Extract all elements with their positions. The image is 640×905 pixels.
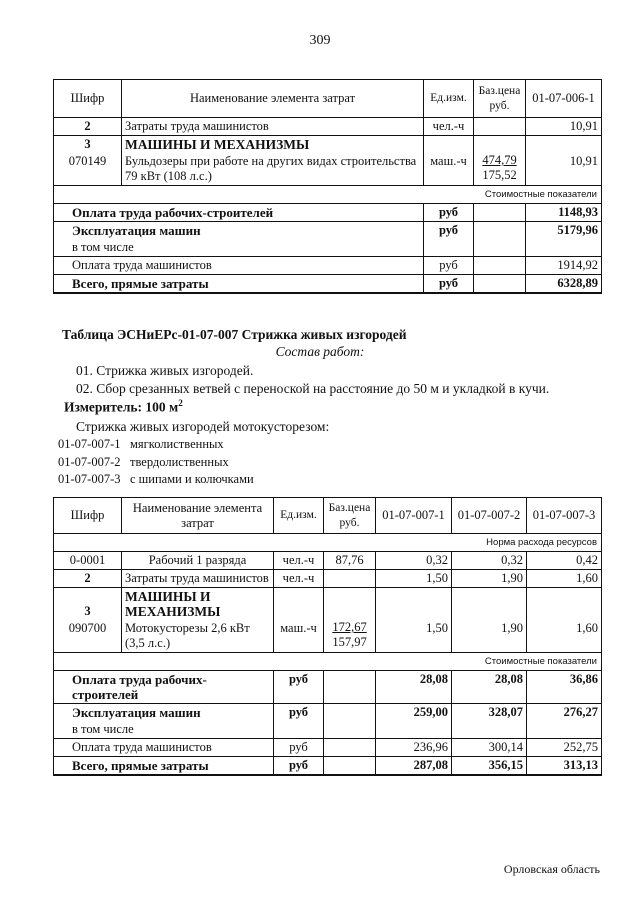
table-row [54,552,602,570]
row-price [474,153,526,186]
header-unit: Ед.изм. [274,498,324,534]
row-name: Затраты труда машинистов [122,118,424,136]
row-code: 3 [54,136,122,154]
norm-label: Норма расхода ресурсов [54,534,602,552]
table-row [54,620,602,653]
measure-sup: 2 [178,398,183,408]
price-top: 172,67 [332,620,367,634]
cost-row [54,757,602,776]
cost-row [54,239,602,257]
item-code: 01-07-007-1 [58,437,121,451]
cost-value: 5179,96 [526,222,602,240]
row-name: Бульдозеры при работе на других видах строительства 79 кВт (108 л.с.) [122,153,424,186]
cost-value: 259,00 [376,704,452,722]
table-row [54,118,602,136]
row-unit: маш.-ч [424,153,474,186]
cost-row [54,721,602,739]
row-name: МАШИНЫ И МЕХАНИЗМЫ [122,588,274,621]
table-row [54,570,602,588]
cost-name: Оплата труда рабочих-строителей [54,204,424,222]
header-price: Баз.цена руб. [324,498,376,534]
cost-value: 1148,93 [526,204,602,222]
row-price [474,118,526,136]
header-col3: 01-07-007-3 [527,498,602,534]
intro-text: Стрижка живых изгородей мотокусторезом: [76,419,330,434]
cost-row [54,204,602,222]
row-price: 87,76 [324,552,376,570]
row-value: 0,32 [376,552,452,570]
header-code: Шифр [54,498,122,534]
table-header-row [54,80,602,118]
cost-value: 313,13 [527,757,602,776]
footer-region: Орловская область [503,862,600,876]
cost-unit: руб [274,757,324,776]
header-price: Баз.цена руб. [474,80,526,118]
cost-row [54,739,602,757]
item-code: 01-07-007-2 [58,455,121,469]
row-code: 090700 [54,620,122,653]
list-item [58,437,224,452]
row-code: 2 [54,118,122,136]
cost-value: 236,96 [376,739,452,757]
cost-unit: руб [274,739,324,757]
table-01-07-006 [53,79,602,294]
row-value: 1,60 [527,570,602,588]
cost-label-row [54,186,602,204]
header-col1: 01-07-007-1 [376,498,452,534]
table-row [54,136,602,154]
header-col2: 01-07-007-2 [452,498,527,534]
cost-name: Оплата труда рабочих-строителей [54,671,274,704]
row-code: 070149 [54,153,122,186]
row-code: 2 [54,570,122,588]
section-subtitle: Состав работ: [275,344,365,359]
row-value: 1,90 [452,620,527,653]
table-row [54,153,602,186]
price-bottom: 157,97 [332,635,367,649]
work-item-2: 02. Сбор срезанных ветвей с переноской на расстояние до 50 м и укладкой в кучи. [76,381,550,396]
row-name: МАШИНЫ И МЕХАНИЗМЫ [122,136,424,154]
row-code: 0-0001 [54,552,122,570]
row-unit: чел.-ч [274,552,324,570]
cost-value: 1914,92 [526,257,602,275]
cost-name: Всего, прямые затраты [54,275,424,294]
cost-value: 6328,89 [526,275,602,294]
header-name: Наименование элемента затрат [122,498,274,534]
measure-text: Измеритель: 100 м [64,399,179,415]
page-number: 309 [309,33,331,48]
header-col1: 01-07-006-1 [526,80,602,118]
cost-value: 28,08 [376,671,452,704]
header-unit: Ед.изм. [424,80,474,118]
measure [64,398,183,416]
row-price [324,620,376,653]
cost-row [54,671,602,704]
row-name: Мотокусторезы 2,6 кВт (3,5 л.с.) [122,620,274,653]
row-name: Рабочий 1 разряда [122,552,274,570]
price-bottom: 175,52 [482,168,517,182]
row-value: 1,50 [376,570,452,588]
cost-name: в том числе [54,721,274,739]
header-name: Наименование элемента затрат [122,80,424,118]
norm-label-row [54,534,602,552]
row-value: 1,60 [527,620,602,653]
row-unit: маш.-ч [274,620,324,653]
cost-value: 356,15 [452,757,527,776]
list-item [58,472,254,487]
cost-unit: руб [424,257,474,275]
list-item [58,455,229,470]
row-value: 10,91 [526,153,602,186]
table-header-row [54,498,602,534]
work-item-1: 01. Стрижка живых изгородей. [76,363,254,378]
cost-value: 287,08 [376,757,452,776]
price-top: 474,79 [482,153,517,167]
row-unit: чел.-ч [424,118,474,136]
cost-row [54,275,602,294]
cost-row [54,704,602,722]
item-name: твердолиственных [130,455,229,469]
cost-label: Стоимостные показатели [54,653,602,671]
cost-unit: руб [274,671,324,704]
cost-row [54,222,602,240]
table-01-07-007 [53,497,602,776]
table-row [54,588,602,621]
cost-value: 328,07 [452,704,527,722]
cost-unit: руб [274,704,324,722]
row-value: 0,32 [452,552,527,570]
cost-value: 36,86 [527,671,602,704]
row-unit: чел.-ч [274,570,324,588]
cost-label: Стоимостные показатели [54,186,602,204]
row-value: 1,50 [376,620,452,653]
cost-value: 300,14 [452,739,527,757]
cost-value: 252,75 [527,739,602,757]
cost-name: Эксплуатация машин [54,704,274,722]
row-value: 10,91 [526,118,602,136]
cost-row [54,257,602,275]
cost-name: Всего, прямые затраты [54,757,274,776]
cost-name: в том числе [54,239,424,257]
row-code: 3 [54,588,122,621]
row-value: 0,42 [527,552,602,570]
cost-name: Оплата труда машинистов [54,739,274,757]
cost-label-row [54,653,602,671]
header-code: Шифр [54,80,122,118]
cost-unit: руб [424,222,474,240]
cost-name: Эксплуатация машин [54,222,424,240]
row-name: Затраты труда машинистов [122,570,274,588]
cost-unit: руб [424,204,474,222]
cost-value: 28,08 [452,671,527,704]
row-value: 1,90 [452,570,527,588]
cost-value: 276,27 [527,704,602,722]
section-title: Таблица ЭСНиЕРс-01-07-007 Стрижка живых изгородей [62,327,407,342]
cost-name: Оплата труда машинистов [54,257,424,275]
item-code: 01-07-007-3 [58,472,121,486]
cost-unit: руб [424,275,474,294]
item-name: с шипами и колючками [130,472,254,486]
item-name: мягколиственных [130,437,224,451]
